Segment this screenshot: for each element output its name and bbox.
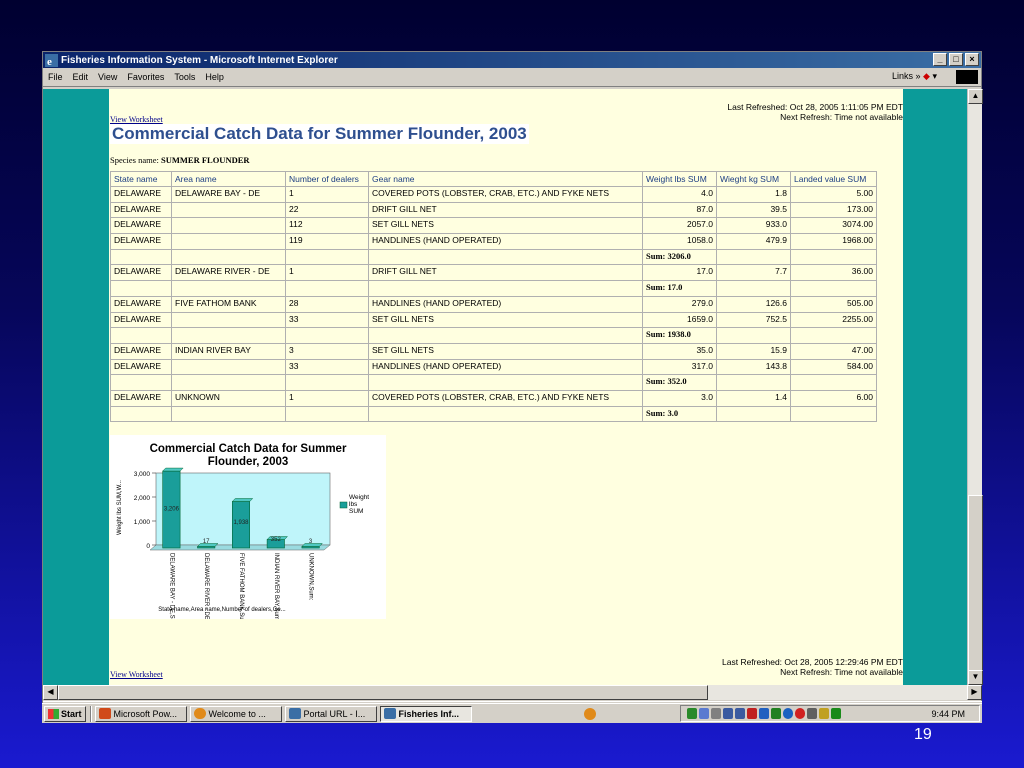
task-fisheries[interactable] bbox=[380, 706, 472, 722]
volume-icon bbox=[711, 708, 721, 719]
category-label: DELAWARE BAY - DE,Sum: bbox=[168, 553, 175, 619]
table-cell: INDIAN RIVER BAY bbox=[172, 343, 286, 359]
menu-view[interactable]: View bbox=[98, 72, 118, 82]
table-cell bbox=[717, 328, 791, 344]
battery-icon bbox=[831, 708, 841, 719]
table-row bbox=[111, 202, 877, 218]
table-cell bbox=[791, 249, 877, 265]
ie-icon bbox=[384, 708, 396, 719]
table-cell: 3 bbox=[286, 343, 369, 359]
left-margin bbox=[43, 89, 109, 685]
table-cell bbox=[172, 328, 286, 344]
legend-label: Weight bbox=[349, 494, 370, 501]
table-cell: HANDLINES (HAND OPERATED) bbox=[369, 234, 643, 250]
table-cell: 28 bbox=[286, 296, 369, 312]
globe-icon bbox=[783, 708, 793, 719]
table-cell bbox=[286, 375, 369, 391]
table-cell: DELAWARE bbox=[111, 187, 172, 203]
monitor2-icon bbox=[735, 708, 745, 719]
last-refreshed-top: Last Refreshed: Oct 28, 2005 1:11:05 PM EDT bbox=[727, 102, 903, 112]
quicklaunch-firefox-icon[interactable] bbox=[584, 708, 596, 720]
table-cell: DELAWARE RIVER - DE bbox=[172, 265, 286, 281]
table-row bbox=[111, 375, 877, 391]
category-label: UNKNOWN,Sum: bbox=[307, 553, 314, 601]
table-cell: Sum: 3206.0 bbox=[643, 249, 717, 265]
table-row bbox=[111, 281, 877, 297]
monitor-icon bbox=[723, 708, 733, 719]
table-cell bbox=[172, 249, 286, 265]
tray-icons[interactable] bbox=[687, 708, 841, 719]
alert-icon bbox=[747, 708, 757, 719]
x-axis-label: State name,Area name,Number of dealers,Ge... bbox=[158, 607, 286, 613]
data-label: 3 bbox=[308, 539, 313, 545]
table-cell: 33 bbox=[286, 312, 369, 328]
table-row bbox=[111, 328, 877, 344]
table-cell: 4.0 bbox=[643, 187, 717, 203]
task-powerpoint[interactable] bbox=[95, 706, 187, 722]
table-cell: 47.00 bbox=[791, 343, 877, 359]
links-toolbar[interactable]: Links » ◆ ▾ bbox=[892, 71, 937, 81]
data-label: 17 bbox=[202, 539, 210, 545]
menu-edit[interactable]: Edit bbox=[72, 72, 89, 82]
table-cell: DELAWARE bbox=[111, 202, 172, 218]
category-label: FIVE FATHOM BANK,Sum: bbox=[238, 553, 244, 619]
task-label: Fisheries Inf... bbox=[398, 708, 460, 719]
legend-label: lbs bbox=[349, 501, 358, 508]
table-row bbox=[111, 359, 877, 375]
view-worksheet-link-top[interactable]: View Worksheet bbox=[110, 115, 163, 124]
catch-table bbox=[110, 171, 877, 422]
table-cell bbox=[791, 328, 877, 344]
refresh-info-bottom bbox=[722, 657, 903, 677]
table-cell bbox=[111, 249, 172, 265]
table-cell bbox=[172, 359, 286, 375]
table-cell bbox=[172, 406, 286, 422]
menu-tools[interactable]: Tools bbox=[174, 72, 196, 82]
menu-favorites[interactable]: Favorites bbox=[127, 72, 165, 82]
table-cell bbox=[286, 249, 369, 265]
table-cell: 173.00 bbox=[791, 202, 877, 218]
windows-flag-icon bbox=[48, 709, 59, 719]
table-row bbox=[111, 265, 877, 281]
table-cell: 6.00 bbox=[791, 390, 877, 406]
pen-icon bbox=[819, 708, 829, 719]
firefox-icon bbox=[194, 708, 206, 719]
table-cell: COVERED POTS (LOBSTER, CRAB, ETC.) AND FYKE NETS bbox=[369, 187, 643, 203]
table-cell: DELAWARE bbox=[111, 296, 172, 312]
portal-icon bbox=[289, 708, 301, 719]
table-cell bbox=[717, 406, 791, 422]
table-cell: 2057.0 bbox=[643, 218, 717, 234]
table-cell: DRIFT GILL NET bbox=[369, 265, 643, 281]
table-cell: DELAWARE bbox=[111, 343, 172, 359]
table-cell bbox=[172, 218, 286, 234]
scroll-up-icon[interactable]: ▲ bbox=[968, 89, 983, 104]
horizontal-scrollbar[interactable] bbox=[43, 685, 982, 700]
last-refreshed-bottom: Last Refreshed: Oct 28, 2005 12:29:46 PM EDT bbox=[722, 657, 903, 667]
scroll-left-icon[interactable]: ◀ bbox=[43, 685, 58, 700]
printer-icon bbox=[807, 708, 817, 719]
bar-top bbox=[232, 498, 252, 501]
close-button[interactable]: × bbox=[965, 53, 979, 66]
vertical-scrollbar[interactable] bbox=[967, 89, 982, 685]
svg-text:e: e bbox=[47, 55, 52, 67]
species-label: Species name: bbox=[110, 155, 159, 165]
page-title: Commercial Catch Data for Summer Flounder, 2003 bbox=[112, 124, 527, 143]
catch-chart bbox=[110, 435, 386, 619]
table-cell bbox=[172, 312, 286, 328]
table-cell bbox=[369, 406, 643, 422]
col-dealers[interactable]: Number of dealers bbox=[286, 172, 369, 187]
next-refresh-top: Next Refresh: Time not available bbox=[780, 112, 903, 122]
data-label: 3,206 bbox=[163, 506, 179, 513]
maximize-button[interactable]: □ bbox=[949, 53, 963, 66]
table-cell: 112 bbox=[286, 218, 369, 234]
table-cell: 5.00 bbox=[791, 187, 877, 203]
menu-help[interactable]: Help bbox=[205, 72, 224, 82]
table-row bbox=[111, 234, 877, 250]
start-button[interactable] bbox=[44, 706, 86, 722]
legend-swatch bbox=[340, 502, 347, 508]
table-cell: 1968.00 bbox=[791, 234, 877, 250]
ie-window bbox=[42, 51, 982, 723]
report-page bbox=[109, 89, 903, 685]
y-tick-label: 2,000 bbox=[133, 495, 150, 502]
chart-title: Commercial Catch Data for Summer bbox=[149, 443, 347, 455]
table-cell: 584.00 bbox=[791, 359, 877, 375]
table-cell: DELAWARE bbox=[111, 359, 172, 375]
table-body bbox=[111, 187, 877, 422]
table-row bbox=[111, 218, 877, 234]
task-label: Welcome to ... bbox=[208, 708, 266, 719]
table-cell: 1659.0 bbox=[643, 312, 717, 328]
table-cell: 1 bbox=[286, 390, 369, 406]
table-cell: Sum: 1938.0 bbox=[643, 328, 717, 344]
table-cell bbox=[717, 375, 791, 391]
legend-label: SUM bbox=[349, 508, 364, 515]
windows-logo-icon bbox=[956, 70, 978, 84]
y-tick-label: 1,000 bbox=[133, 519, 150, 526]
slide-number: 19 bbox=[914, 726, 932, 743]
shield-icon bbox=[759, 708, 769, 719]
table-cell: DELAWARE bbox=[111, 234, 172, 250]
table-cell: 317.0 bbox=[643, 359, 717, 375]
bar-top bbox=[163, 468, 183, 471]
species-value: SUMMER FLOUNDER bbox=[160, 155, 250, 165]
taskbar-divider bbox=[90, 706, 92, 722]
table-row bbox=[111, 296, 877, 312]
table-cell: DELAWARE BAY - DE bbox=[172, 187, 286, 203]
table-cell: SET GILL NETS bbox=[369, 218, 643, 234]
window-title: Fisheries Information System - Microsoft Internet Explorer bbox=[61, 54, 338, 66]
table-cell: Sum: 352.0 bbox=[643, 375, 717, 391]
table-cell: 87.0 bbox=[643, 202, 717, 218]
table-cell: 279.0 bbox=[643, 296, 717, 312]
category-label: DELAWARE RIVER - DE,Sum: bbox=[203, 553, 210, 619]
category-label: INDIAN RIVER BAY,Sum: bbox=[272, 553, 279, 619]
table-cell: 3.0 bbox=[643, 390, 717, 406]
table-row bbox=[111, 249, 877, 265]
system-tray bbox=[680, 705, 980, 722]
links-label: Links bbox=[892, 71, 914, 81]
refresh-info-top bbox=[727, 102, 903, 122]
table-cell: 35.0 bbox=[643, 343, 717, 359]
task-label: Portal URL - I... bbox=[303, 708, 366, 719]
table-row bbox=[111, 312, 877, 328]
table-cell: 479.9 bbox=[717, 234, 791, 250]
table-cell bbox=[369, 249, 643, 265]
col-area[interactable]: Area name bbox=[172, 172, 286, 187]
y-tick-label: 3,000 bbox=[133, 471, 150, 478]
table-cell: FIVE FATHOM BANK bbox=[172, 296, 286, 312]
table-cell: DELAWARE bbox=[111, 265, 172, 281]
table-cell bbox=[111, 281, 172, 297]
scroll-right-icon[interactable]: ▶ bbox=[967, 685, 982, 700]
table-cell: DELAWARE bbox=[111, 312, 172, 328]
table-cell bbox=[791, 375, 877, 391]
table-cell: DELAWARE bbox=[111, 218, 172, 234]
chart-svg bbox=[110, 435, 386, 619]
table-cell bbox=[369, 328, 643, 344]
table-cell: Sum: 3.0 bbox=[643, 406, 717, 422]
table-cell: HANDLINES (HAND OPERATED) bbox=[369, 359, 643, 375]
table-cell: 22 bbox=[286, 202, 369, 218]
title-bar bbox=[43, 52, 981, 68]
table-cell: DELAWARE bbox=[111, 390, 172, 406]
table-cell bbox=[369, 375, 643, 391]
table-row bbox=[111, 406, 877, 422]
view-worksheet-link-bottom[interactable]: View Worksheet bbox=[110, 670, 163, 679]
table-cell: COVERED POTS (LOBSTER, CRAB, ETC.) AND FYKE NETS bbox=[369, 390, 643, 406]
table-cell: 1 bbox=[286, 187, 369, 203]
table-cell bbox=[286, 281, 369, 297]
table-row bbox=[111, 390, 877, 406]
species-line bbox=[110, 155, 250, 165]
col-state[interactable]: State name bbox=[111, 172, 172, 187]
start-label: Start bbox=[61, 708, 82, 719]
table-cell bbox=[172, 202, 286, 218]
col-landed-value[interactable]: Landed value SUM bbox=[791, 172, 877, 187]
table-cell bbox=[111, 375, 172, 391]
clock: 9:44 PM bbox=[931, 708, 965, 719]
table-cell: SET GILL NETS bbox=[369, 343, 643, 359]
task-welcome[interactable] bbox=[190, 706, 282, 722]
next-refresh-bottom: Next Refresh: Time not available bbox=[780, 667, 903, 677]
table-cell bbox=[111, 406, 172, 422]
table-cell bbox=[717, 281, 791, 297]
browser-content bbox=[43, 89, 967, 685]
table-cell: 39.5 bbox=[717, 202, 791, 218]
y-axis-label: Weight lbs SUM,W... bbox=[117, 480, 123, 535]
horizontal-scroll-thumb[interactable] bbox=[58, 685, 708, 700]
table-cell: 3074.00 bbox=[791, 218, 877, 234]
table-cell: SET GILL NETS bbox=[369, 312, 643, 328]
links-icon: ◆ bbox=[923, 71, 930, 81]
minimize-button[interactable]: _ bbox=[933, 53, 947, 66]
network-icon bbox=[687, 708, 697, 719]
table-cell: 1058.0 bbox=[643, 234, 717, 250]
table-header-row bbox=[111, 172, 877, 187]
scroll-down-icon[interactable]: ▼ bbox=[968, 670, 983, 685]
task-portal[interactable] bbox=[285, 706, 377, 722]
col-weight-kg[interactable]: Wieght kg SUM bbox=[717, 172, 791, 187]
table-cell bbox=[172, 234, 286, 250]
col-weight-lbs[interactable]: Weight lbs SUM bbox=[643, 172, 717, 187]
ie-icon bbox=[45, 54, 58, 67]
data-label: 1,938 bbox=[233, 520, 249, 527]
right-margin bbox=[903, 89, 967, 685]
data-label: 352 bbox=[270, 537, 281, 544]
menu-bar bbox=[43, 68, 981, 87]
table-cell: 126.6 bbox=[717, 296, 791, 312]
table-cell: 1.8 bbox=[717, 187, 791, 203]
signal-icon bbox=[771, 708, 781, 719]
y-tick-label: 0 bbox=[146, 543, 150, 550]
table-cell bbox=[286, 406, 369, 422]
table-cell: 15.9 bbox=[717, 343, 791, 359]
powerpoint-icon bbox=[99, 708, 111, 719]
table-cell: 752.5 bbox=[717, 312, 791, 328]
sync-icon bbox=[699, 708, 709, 719]
chart-title: Flounder, 2003 bbox=[207, 456, 289, 468]
table-cell: 119 bbox=[286, 234, 369, 250]
table-cell: 17.0 bbox=[643, 265, 717, 281]
table-row bbox=[111, 187, 877, 203]
vertical-scroll-thumb[interactable] bbox=[968, 495, 983, 671]
table-cell bbox=[172, 281, 286, 297]
table-row bbox=[111, 343, 877, 359]
table-cell: Sum: 17.0 bbox=[643, 281, 717, 297]
table-cell: 2255.00 bbox=[791, 312, 877, 328]
table-cell: UNKNOWN bbox=[172, 390, 286, 406]
table-cell bbox=[172, 375, 286, 391]
table-cell: DRIFT GILL NET bbox=[369, 202, 643, 218]
table-cell: 1.4 bbox=[717, 390, 791, 406]
table-cell: HANDLINES (HAND OPERATED) bbox=[369, 296, 643, 312]
table-cell bbox=[286, 328, 369, 344]
table-cell: 1 bbox=[286, 265, 369, 281]
table-cell: 7.7 bbox=[717, 265, 791, 281]
menu-file[interactable]: File bbox=[48, 72, 63, 82]
table-cell: 33 bbox=[286, 359, 369, 375]
table-cell bbox=[111, 328, 172, 344]
table-cell: 36.00 bbox=[791, 265, 877, 281]
table-cell: 505.00 bbox=[791, 296, 877, 312]
table-cell bbox=[791, 406, 877, 422]
table-cell: 143.8 bbox=[717, 359, 791, 375]
table-cell bbox=[717, 249, 791, 265]
taskbar bbox=[42, 703, 982, 723]
table-cell bbox=[369, 281, 643, 297]
table-cell bbox=[791, 281, 877, 297]
col-gear[interactable]: Gear name bbox=[369, 172, 643, 187]
record-icon bbox=[795, 708, 805, 719]
task-label: Microsoft Pow... bbox=[113, 708, 178, 719]
table-cell: 933.0 bbox=[717, 218, 791, 234]
